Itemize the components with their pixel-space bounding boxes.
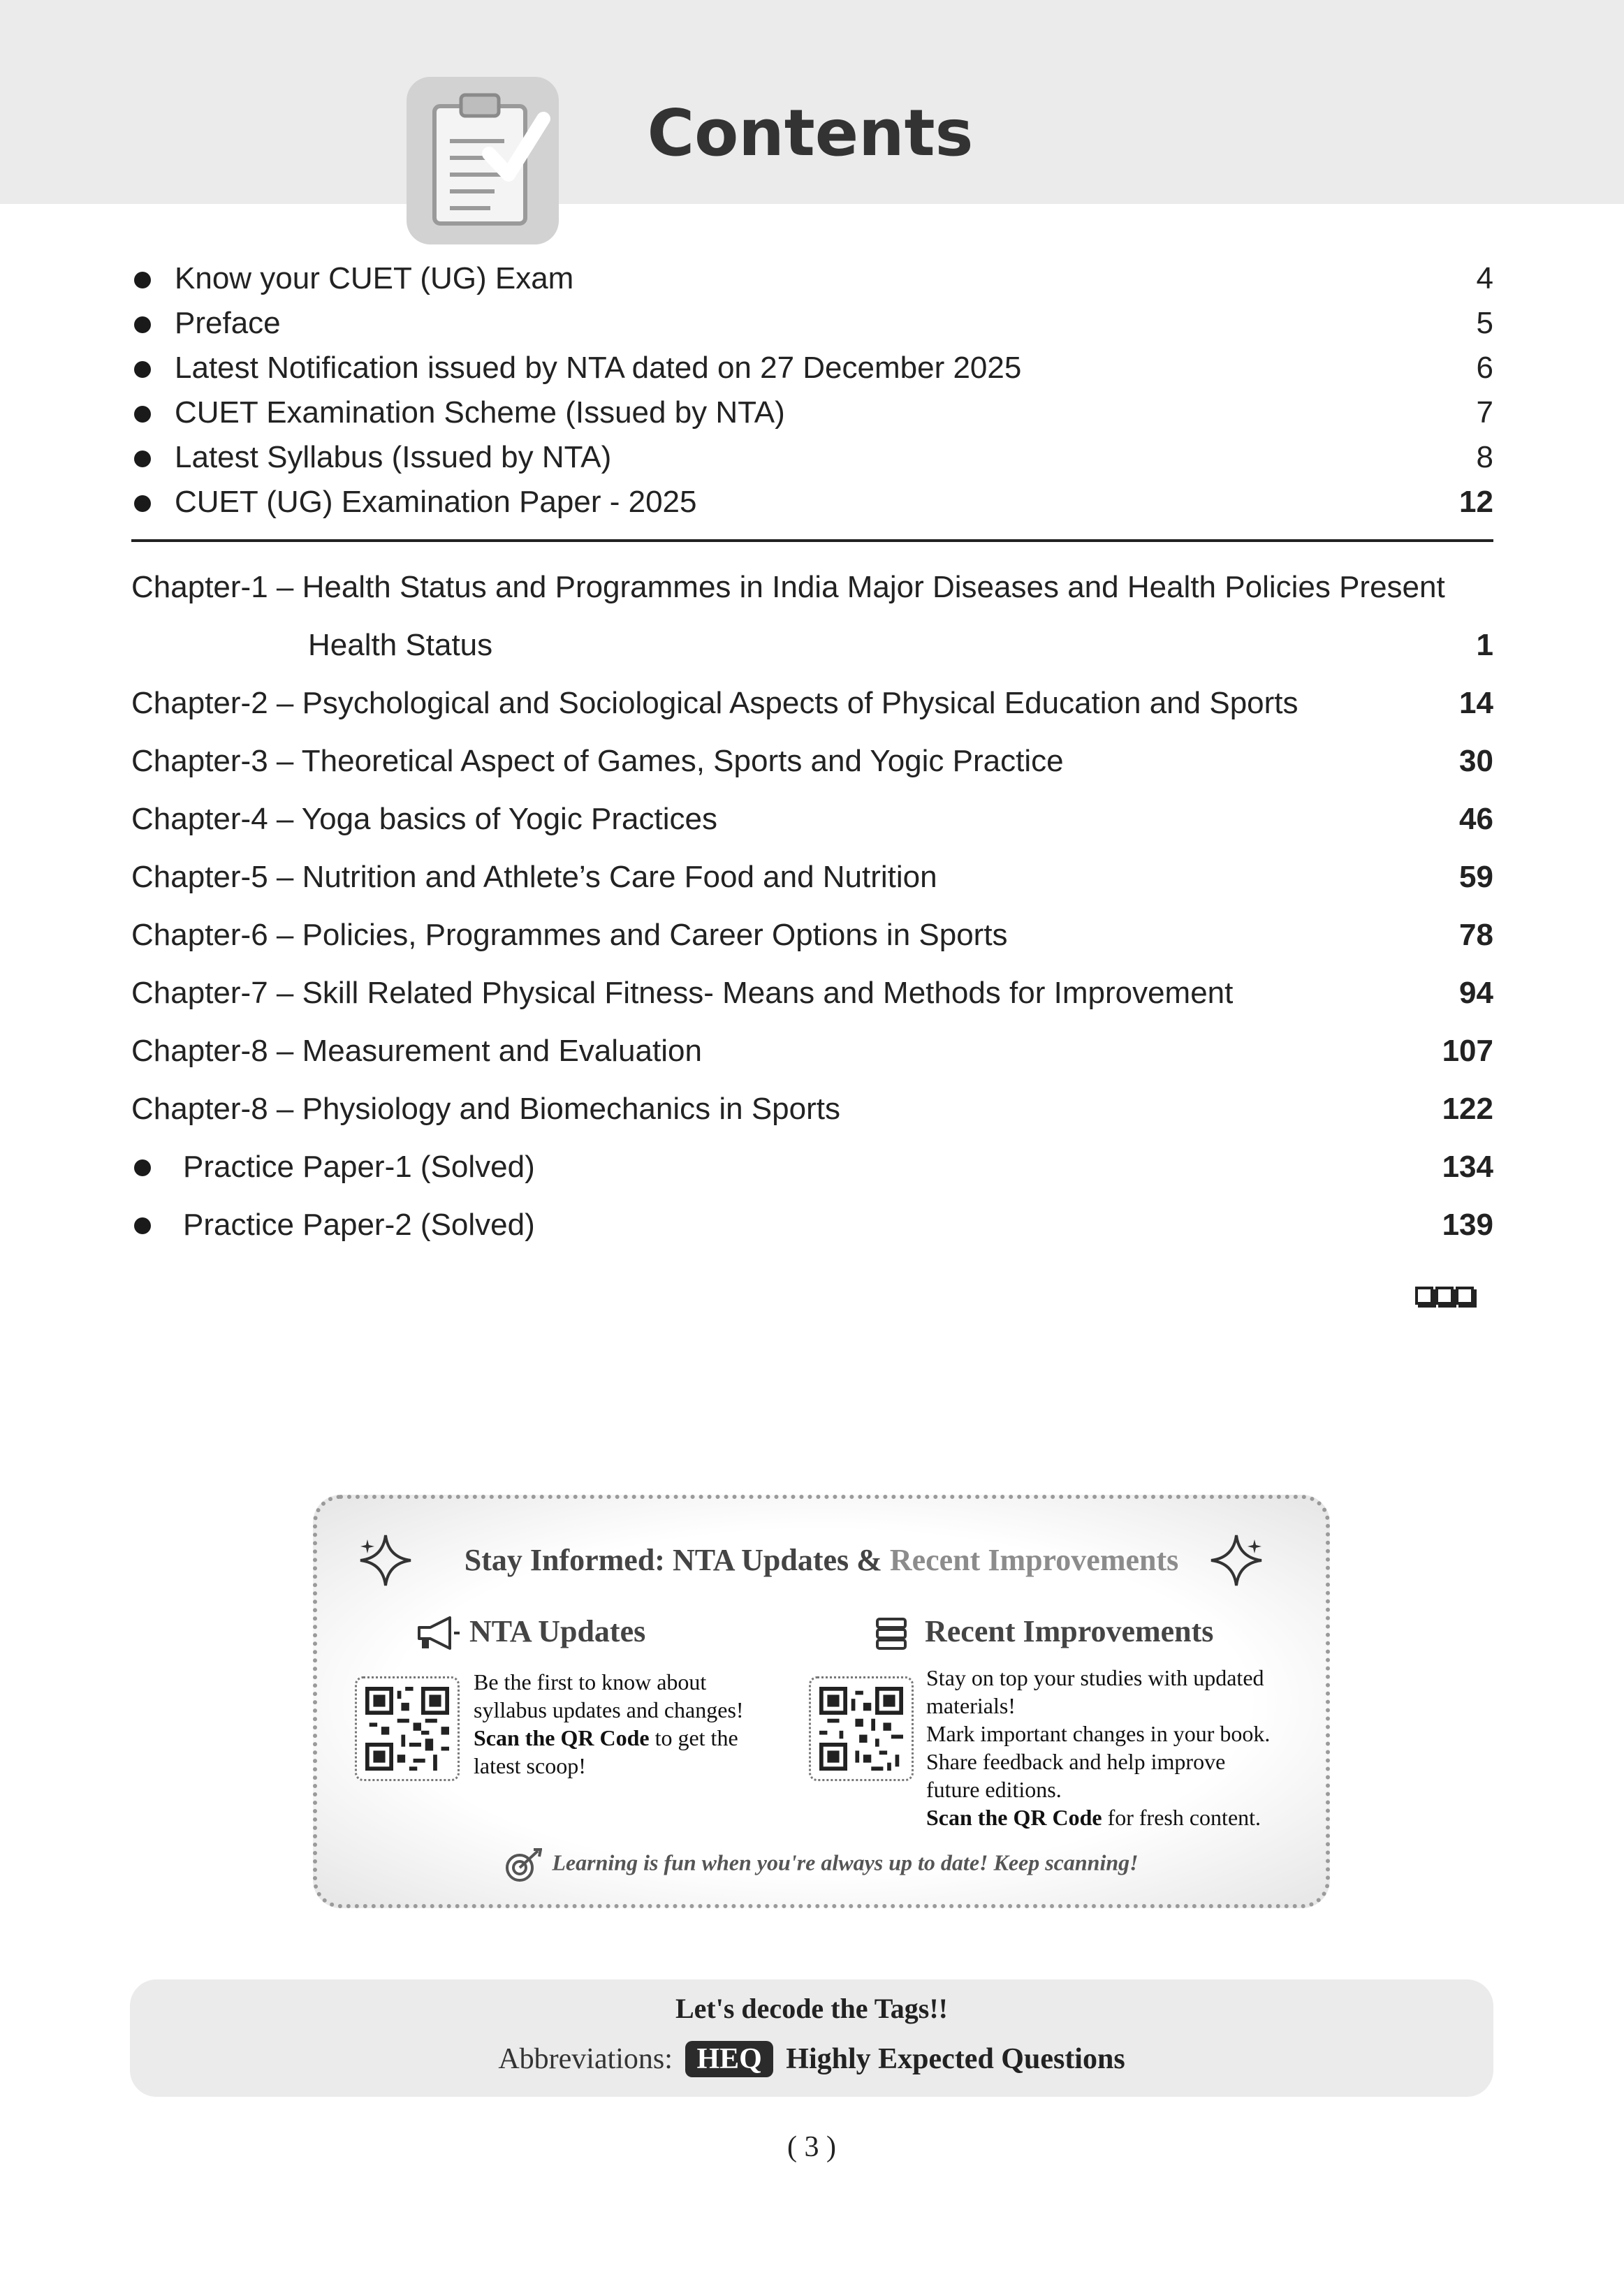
stay-informed-box [313,1495,1330,1908]
tags-title: Let's decode the Tags!! [675,1993,948,2024]
toc-item-label: CUET Examination Scheme (Issued by NTA) [175,395,785,430]
improvements-text-line: Share feedback and help improve [926,1749,1226,1774]
chapter-label-continuation: Health Status [308,628,493,662]
bullet-icon [134,361,151,378]
practice-paper-row[interactable] [131,1201,1493,1250]
practice-paper-label: Practice Paper-2 (Solved) [183,1208,535,1242]
toc-item-page: 6 [1476,351,1493,385]
chapter-row[interactable] [131,679,1493,728]
chapter-row[interactable] [131,1027,1493,1076]
nta-text-line: Be the first to know about [474,1669,707,1694]
section-divider [131,539,1493,542]
toc-item-page: 7 [1476,395,1493,430]
chapter-row[interactable] [131,1085,1493,1134]
chapter-label: Chapter-8 – Physiology and Biomechanics in Sports [131,1092,840,1126]
toc-item-page: 4 [1476,261,1493,295]
toc-item-label: Latest Syllabus (Issued by NTA) [175,440,612,474]
chapter-page: 1 [1476,628,1493,662]
toc-item-label: Preface [175,306,281,340]
chapter-row[interactable] [131,737,1493,786]
info-title-main: Stay Informed: NTA Updates & [464,1543,882,1577]
toc-item[interactable] [131,390,1493,435]
nta-scan-emphasis: Scan the QR Code [474,1725,650,1750]
improvements-text-line: Mark important changes in your book. [926,1721,1271,1746]
chapter-label: Chapter-4 – Yoga basics of Yogic Practices [131,802,717,836]
info-footer-text: Learning is fun when you're always up to date! Keep scanning! [552,1850,1139,1875]
toc-item-page: 5 [1476,306,1493,340]
chapter-page: 94 [1459,976,1493,1010]
toc-item-page: 12 [1459,485,1493,519]
tags-line [130,2041,1493,2077]
practice-paper-label: Practice Paper-1 (Solved) [183,1150,535,1184]
improvements-text-line: future editions. [926,1777,1062,1802]
toc-item[interactable] [131,301,1493,346]
toc-item-label: CUET (UG) Examination Paper - 2025 [175,485,697,519]
bullet-icon [134,495,151,512]
recent-improvements-text [926,1664,1270,1831]
improvements-scan-emphasis: Scan the QR Code [926,1805,1102,1830]
bullet-icon [134,451,151,467]
chapter-page: 14 [1459,686,1493,720]
books-icon [875,1616,908,1651]
tag-meaning: Highly Expected Questions [786,2043,1125,2075]
nta-text-line: syllabus updates and changes! [474,1697,744,1722]
chapter-row-continuation[interactable] [131,621,1493,670]
info-title-accent: Recent Improvements [889,1543,1179,1577]
improvements-text-line: materials! [926,1693,1016,1718]
bullet-icon [134,406,151,423]
chapter-label: Chapter-5 – Nutrition and Athlete’s Care Food and Nutrition [131,860,937,894]
end-of-section-marks [1415,1287,1493,1310]
page-title: Contents [647,96,974,170]
chapter-page: 59 [1459,860,1493,894]
square-icon [1435,1287,1454,1305]
practice-paper-page: 134 [1442,1150,1493,1184]
nta-updates-text [474,1668,744,1780]
clipboard-check-icon [407,77,559,244]
recent-improvements-heading: Recent Improvements [925,1614,1214,1648]
square-icon [1415,1287,1433,1305]
megaphone-icon [415,1615,461,1651]
nta-scan-rest: to get the [649,1725,738,1750]
chapter-row[interactable] [131,969,1493,1018]
practice-paper-row[interactable] [131,1143,1493,1192]
bullet-icon [134,316,151,333]
bullet-icon [134,1217,151,1234]
improvements-text-line [926,1803,1270,1831]
sparkle-icon [1208,1532,1264,1588]
improvements-scan-rest: for fresh content. [1102,1805,1261,1830]
improvements-text-line: Stay on top your studies with updated [926,1665,1264,1690]
chapter-row[interactable] [131,795,1493,844]
chapter-label: Chapter-3 – Theoretical Aspect of Games, Sports and Yogic Practice [131,744,1064,778]
chapter-label: Chapter-2 – Psychological and Sociological Aspects of Physical Education and Sports [131,686,1299,720]
chapter-page: 46 [1459,802,1493,836]
toc-item-page: 8 [1476,440,1493,474]
toc-item[interactable] [131,256,1493,301]
page-number: ( 3 ) [787,2131,836,2163]
chapter-page: 30 [1459,744,1493,778]
heq-tag-badge: HEQ [685,2041,773,2077]
toc-item[interactable] [131,435,1493,480]
tags-box [130,1979,1493,2097]
toc-item[interactable] [131,480,1493,525]
chapter-row[interactable] [131,563,1493,612]
chapter-label: Chapter-6 – Policies, Programmes and Career Options in Sports [131,918,1008,952]
toc-item[interactable] [131,346,1493,390]
nta-updates-heading: NTA Updates [469,1614,646,1648]
improvements-qr-code[interactable] [809,1676,914,1781]
tags-prefix: Abbreviations: [498,2043,673,2075]
chapter-page: 107 [1442,1034,1493,1068]
chapter-label: Chapter-8 – Measurement and Evaluation [131,1034,702,1068]
chapter-label: Chapter-1 – Health Status and Programmes in India Major Diseases and Health Policies Present [131,570,1445,604]
chapter-page: 78 [1459,918,1493,952]
toc-item-label: Latest Notification issued by NTA dated on 27 December 2025 [175,351,1022,385]
chapter-page: 122 [1442,1092,1493,1126]
target-arrow-icon [504,1848,542,1882]
nta-text-line [474,1724,744,1752]
bullet-icon [134,1159,151,1176]
info-footer [317,1848,1326,1882]
chapter-row[interactable] [131,853,1493,902]
chapter-label: Chapter-7 – Skill Related Physical Fitness- Means and Methods for Improvement [131,976,1234,1010]
nta-text-line: latest scoop! [474,1753,586,1778]
square-icon [1456,1287,1474,1305]
practice-paper-page: 139 [1442,1208,1493,1242]
chapter-row[interactable] [131,911,1493,960]
toc-item-label: Know your CUET (UG) Exam [175,261,574,295]
bullet-icon [134,272,151,288]
info-title [317,1542,1326,1578]
nta-qr-code[interactable] [355,1676,460,1781]
